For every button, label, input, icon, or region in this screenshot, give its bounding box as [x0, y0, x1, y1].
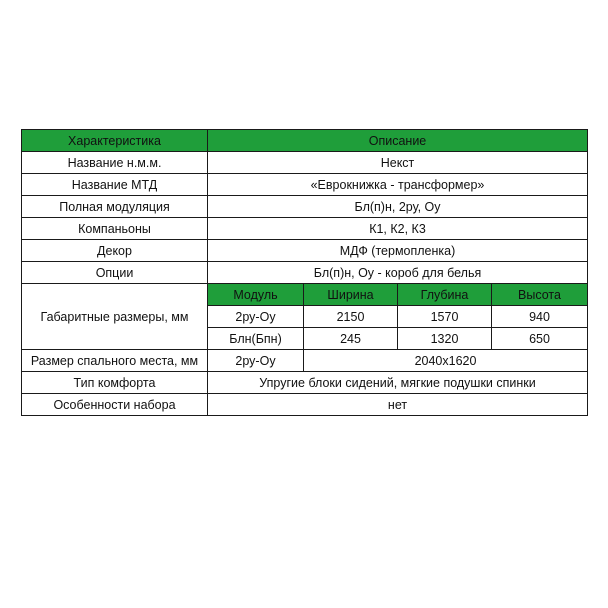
header-characteristic: Характеристика	[22, 130, 208, 152]
dimensions-cell-depth: 1320	[398, 328, 492, 350]
table-row	[22, 240, 588, 262]
row-label: Название МТД	[22, 174, 208, 196]
dimensions-label: Габаритные размеры, мм	[22, 284, 208, 350]
row-label: Опции	[22, 262, 208, 284]
table-row	[22, 394, 588, 416]
sleeping-area-label: Размер спального места, мм	[22, 350, 208, 372]
dimensions-header-row	[22, 284, 588, 306]
row-value: Бл(п)н, Оу - короб для белья	[208, 262, 588, 284]
dimensions-col-depth: Глубина	[398, 284, 492, 306]
row-value: Бл(п)н, 2ру, Оу	[208, 196, 588, 218]
row-value: «Еврокнижка - трансформер»	[208, 174, 588, 196]
dimensions-cell-module: Блн(Бпн)	[208, 328, 304, 350]
sleeping-area-row	[22, 350, 588, 372]
table-row	[22, 372, 588, 394]
row-label: Тип комфорта	[22, 372, 208, 394]
row-label: Декор	[22, 240, 208, 262]
dimensions-cell-module: 2ру-Оу	[208, 306, 304, 328]
row-value: Некст	[208, 152, 588, 174]
row-value: МДФ (термопленка)	[208, 240, 588, 262]
table-row	[22, 196, 588, 218]
table-row	[22, 152, 588, 174]
row-label: Полная модуляция	[22, 196, 208, 218]
dimensions-cell-height: 940	[492, 306, 588, 328]
table-row	[22, 218, 588, 240]
row-value: К1, К2, К3	[208, 218, 588, 240]
table-header-row	[22, 130, 588, 152]
dimensions-col-width: Ширина	[304, 284, 398, 306]
sleeping-area-value: 2040х1620	[304, 350, 588, 372]
row-value: нет	[208, 394, 588, 416]
table-row	[22, 174, 588, 196]
specification-table	[21, 129, 588, 416]
dimensions-cell-height: 650	[492, 328, 588, 350]
dimensions-cell-width: 245	[304, 328, 398, 350]
row-label: Компаньоны	[22, 218, 208, 240]
table-row	[22, 262, 588, 284]
sleeping-area-module: 2ру-Оу	[208, 350, 304, 372]
dimensions-cell-width: 2150	[304, 306, 398, 328]
row-value: Упругие блоки сидений, мягкие подушки спинки	[208, 372, 588, 394]
row-label: Название н.м.м.	[22, 152, 208, 174]
dimensions-col-module: Модуль	[208, 284, 304, 306]
dimensions-cell-depth: 1570	[398, 306, 492, 328]
dimensions-col-height: Высота	[492, 284, 588, 306]
header-description: Описание	[208, 130, 588, 152]
row-label: Особенности набора	[22, 394, 208, 416]
